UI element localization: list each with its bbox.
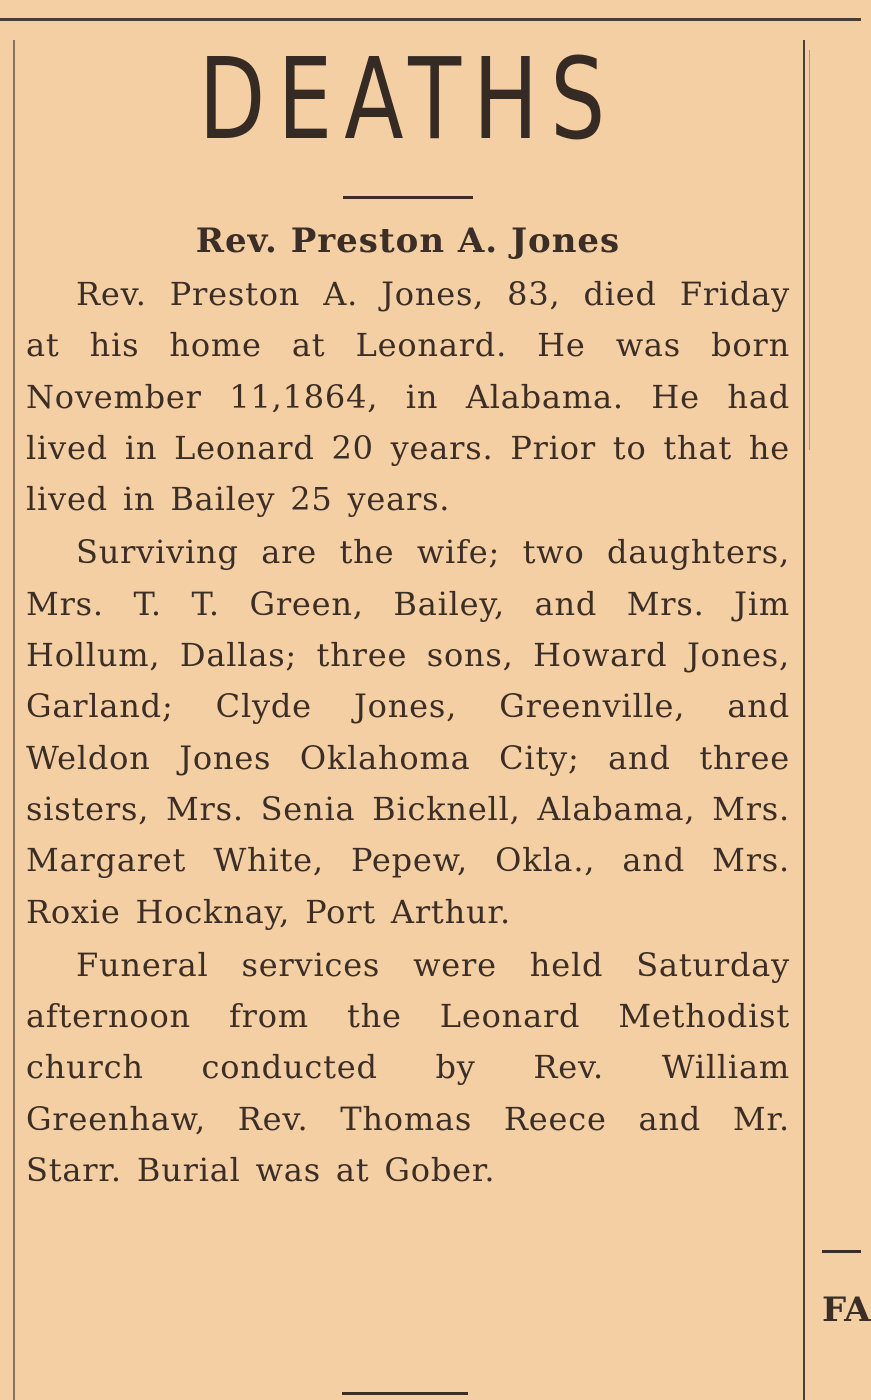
column-rule-right xyxy=(803,40,805,1400)
obituary-paragraph-biography: Rev. Preston A. Jones, 83, died Friday at his home at Leonard. He was born November 11,1864, in Alabama. He had lived in Leonard 20 years. Prior to that he lived in Bailey 25 years. xyxy=(26,275,790,519)
adjacent-column-rule xyxy=(822,1250,861,1253)
column-rule-faint xyxy=(809,50,810,450)
obituary-paragraph-funeral: Funeral services were held Saturday afternoon from the Leonard Methodist church conducted by Rev. William Greenhaw, Rev. Thomas Reece and Mr. Starr. Burial was at Gober. xyxy=(26,945,790,1190)
obituary-article xyxy=(26,35,790,1196)
column-rule-left xyxy=(13,40,15,1400)
page-top-rule xyxy=(0,18,861,21)
article-end-rule xyxy=(342,1392,468,1395)
obituary-paragraph-survivors: Surviving are the wife; two daughters, Mrs. T. T. Green, Bailey, and Mrs. Jim Hollum, Dallas; three sons, Howard Jones, Garland; Clyde Jones, Greenville, and Weldon Jones Oklahoma City; and three sisters, Mrs. Senia Bicknell, Alabama, Mrs. Margaret White, Pepew, Okla., and Mrs. Roxie Hocknay, Port Arthur. xyxy=(26,533,790,931)
adjacent-column-heading-fragment: FA xyxy=(822,1290,871,1330)
obituary-title: Rev. Preston A. Jones xyxy=(195,221,621,261)
section-headline: DEATHS xyxy=(198,35,618,165)
headline-divider xyxy=(343,196,473,199)
